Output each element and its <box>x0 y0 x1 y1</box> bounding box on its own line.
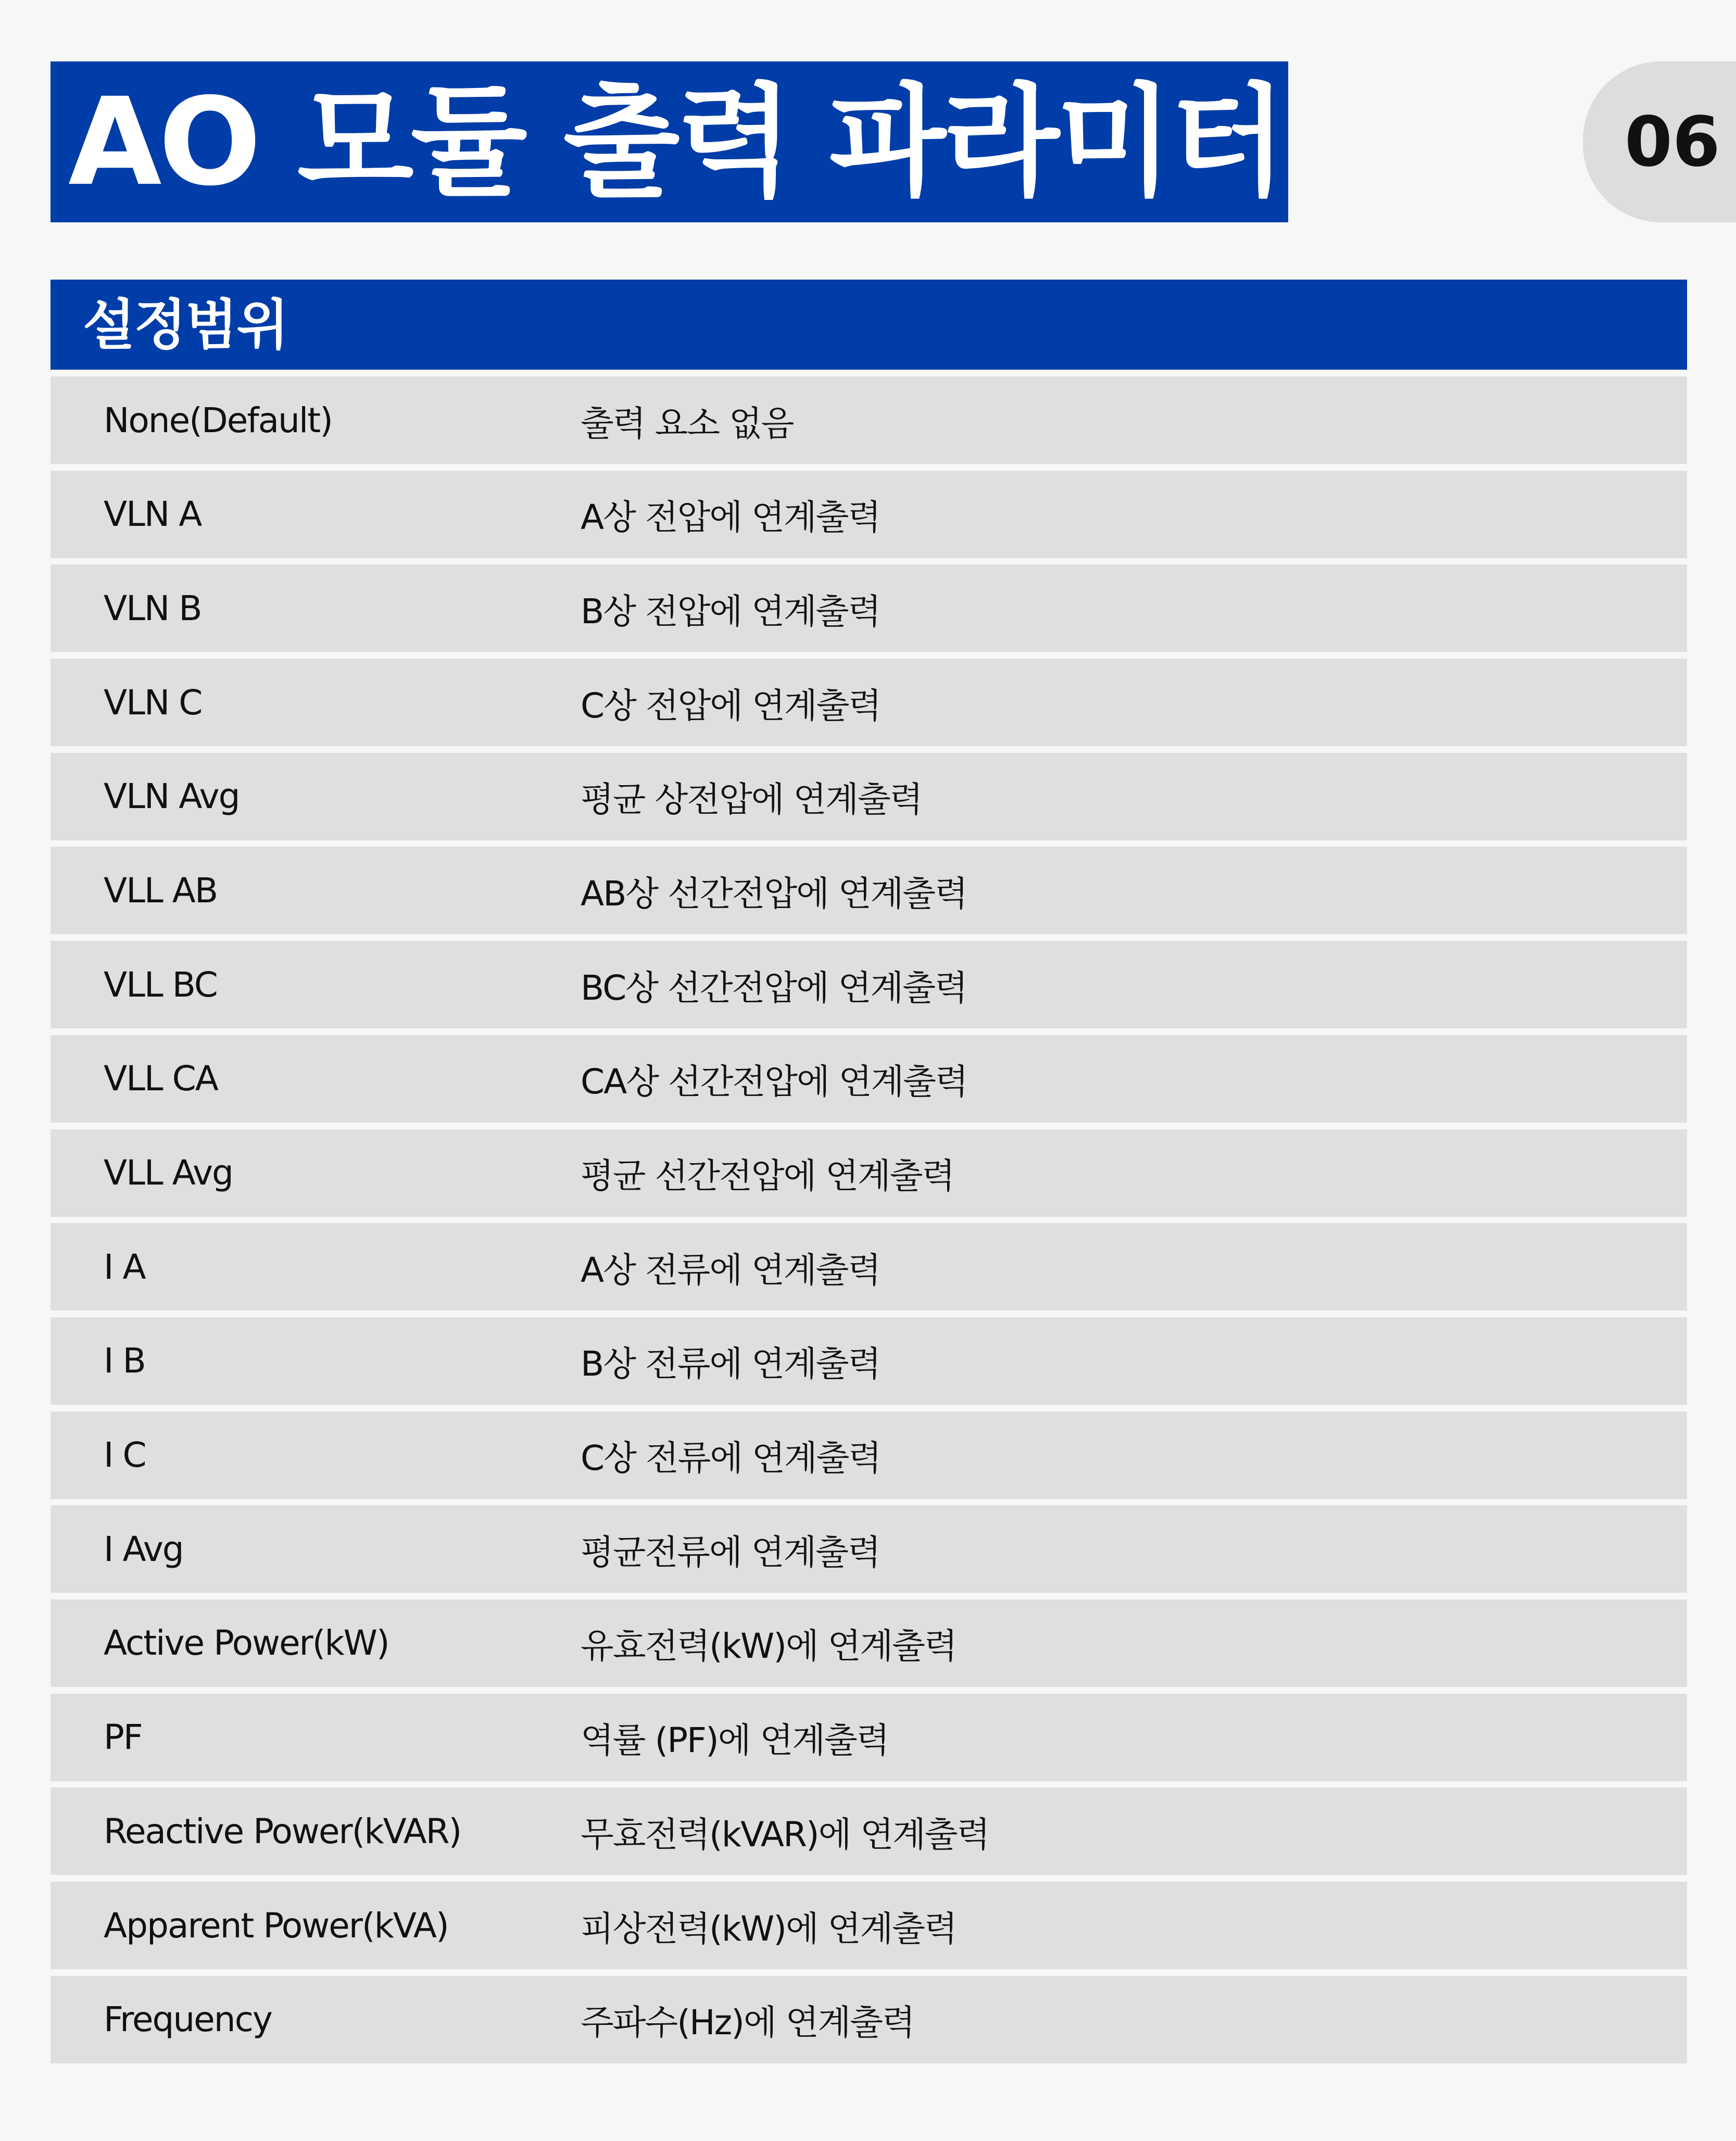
parameter-name: VLN Avg <box>104 776 240 817</box>
parameter-name: Reactive Power(kVAR) <box>104 1811 461 1852</box>
parameter-name: VLN B <box>104 588 202 628</box>
table-row <box>51 471 1687 558</box>
parameter-name: I A <box>104 1246 145 1287</box>
table-row <box>51 1882 1687 1969</box>
table-row <box>51 1035 1687 1123</box>
parameter-name: Active Power(kW) <box>104 1623 389 1664</box>
title-banner <box>51 61 1288 222</box>
parameter-description: 주파수(Hz)에 연계출력 <box>581 2003 914 2043</box>
table-row <box>51 753 1687 840</box>
page-number-tab <box>1583 61 1736 222</box>
parameter-name: I B <box>104 1341 145 1381</box>
parameter-description: B상 전압에 연계출력 <box>581 591 880 632</box>
table-row <box>51 1317 1687 1405</box>
table-row <box>51 1600 1687 1687</box>
parameter-description: A상 전류에 연계출력 <box>581 1250 880 1290</box>
parameter-description: 평균전류에 연계출력 <box>581 1532 880 1572</box>
parameter-description: 역률 (PF)에 연계출력 <box>581 1720 889 1761</box>
parameter-description: 평균 상전압에 연계출력 <box>581 779 922 820</box>
parameter-name: VLN C <box>104 682 202 723</box>
parameter-name: VLN A <box>104 494 202 535</box>
parameter-description: A상 전압에 연계출력 <box>581 497 880 538</box>
parameter-description: 평균 선간전압에 연계출력 <box>581 1156 954 1196</box>
parameter-name: VLL CA <box>104 1059 218 1099</box>
table-row <box>51 659 1687 746</box>
parameter-name: Apparent Power(kVA) <box>104 1905 448 1946</box>
parameter-description: BC상 선간전압에 연계출력 <box>581 967 967 1008</box>
parameter-name: PF <box>104 1717 142 1758</box>
parameter-description: CA상 선간전압에 연계출력 <box>581 1062 967 1102</box>
table-row <box>51 1129 1687 1217</box>
page-number: 06 <box>1625 102 1720 182</box>
section-title: 설정범위 <box>83 293 288 357</box>
table-row <box>51 1505 1687 1593</box>
table-row <box>51 941 1687 1028</box>
parameter-name: Frequency <box>104 1999 272 2040</box>
page-title: AO 모듈 출력 파라미터 <box>68 71 1284 212</box>
parameter-description: C상 전압에 연계출력 <box>581 685 881 726</box>
table-row <box>51 1412 1687 1499</box>
table-row <box>51 1223 1687 1311</box>
table-row <box>51 1976 1687 2063</box>
table-row <box>51 1787 1687 1875</box>
parameter-name: VLL BC <box>104 964 217 1005</box>
parameter-description: 유효전력(kW)에 연계출력 <box>581 1626 957 1667</box>
parameter-description: B상 전류에 연계출력 <box>581 1344 880 1384</box>
parameter-name: I C <box>104 1435 146 1476</box>
parameter-table <box>51 376 1687 2070</box>
table-row <box>51 847 1687 934</box>
parameter-name: VLL AB <box>104 870 218 911</box>
table-row <box>51 564 1687 652</box>
section-header <box>51 280 1687 370</box>
parameter-description: 피상전력(kW)에 연계출력 <box>581 1908 957 1949</box>
table-row <box>51 376 1687 464</box>
parameter-description: AB상 선간전압에 연계출력 <box>581 873 967 914</box>
parameter-name: I Avg <box>104 1529 183 1569</box>
parameter-name: None(Default) <box>104 400 332 440</box>
parameter-description: 출력 요소 없음 <box>581 403 794 444</box>
parameter-description: C상 전류에 연계출력 <box>581 1438 881 1479</box>
parameter-name: VLL Avg <box>104 1153 233 1193</box>
table-row <box>51 1694 1687 1781</box>
parameter-description: 무효전력(kVAR)에 연계출력 <box>581 1814 989 1855</box>
